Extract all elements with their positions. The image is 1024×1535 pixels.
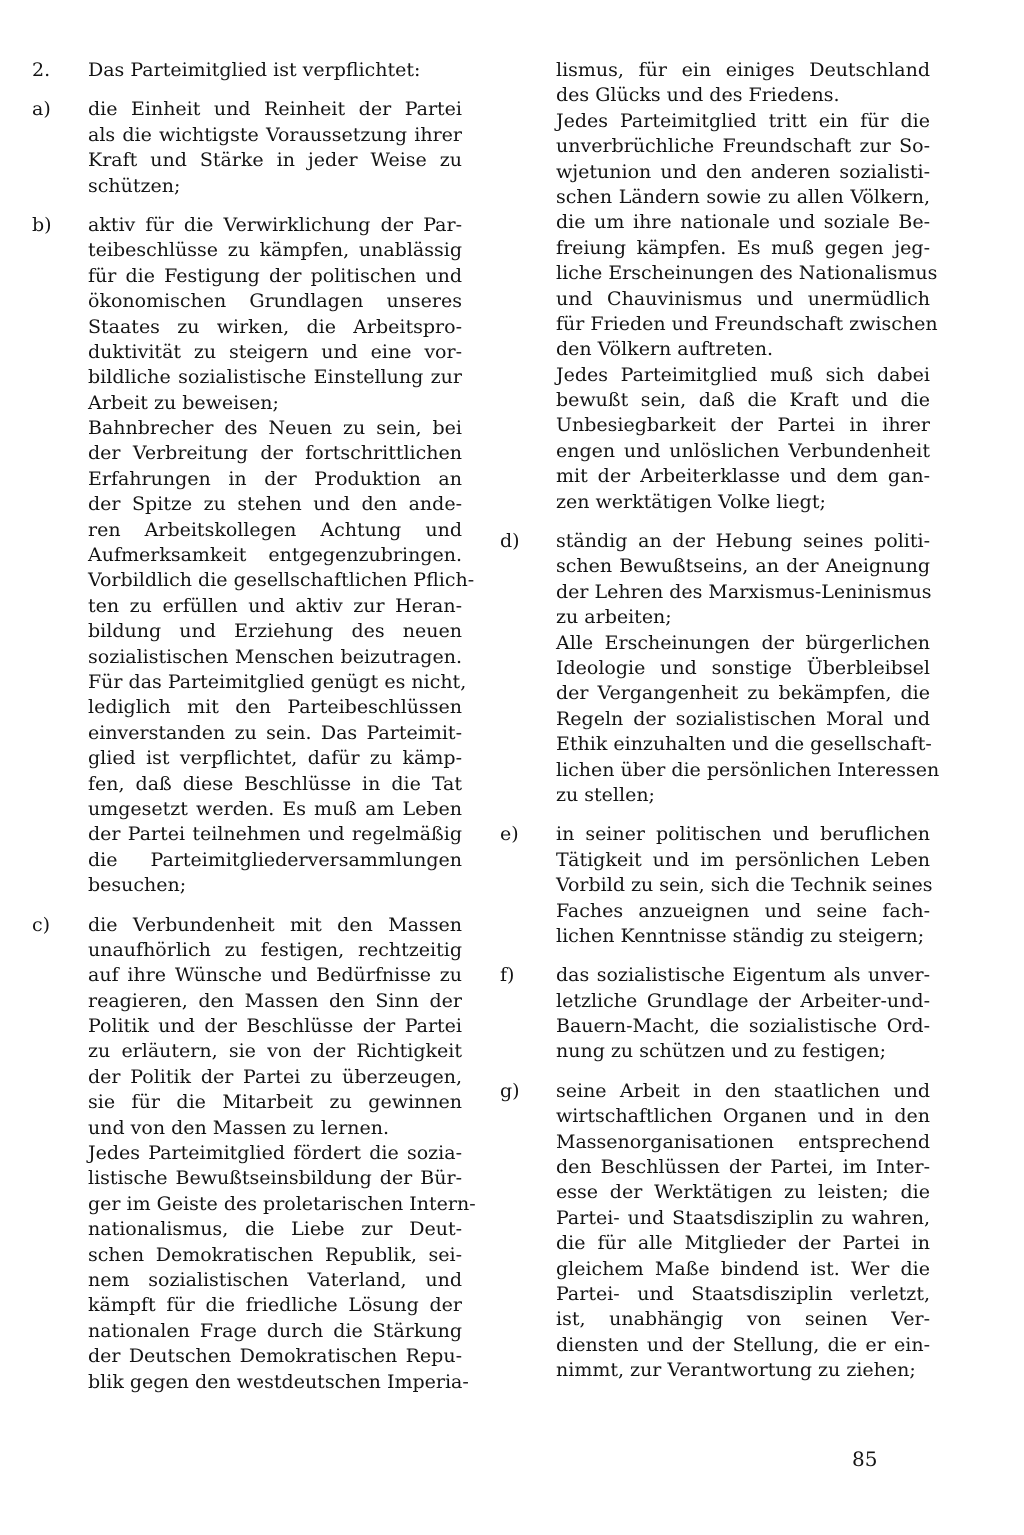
line-text: Regeln der sozialistischen Moral und bbox=[556, 707, 930, 730]
text-line bbox=[500, 554, 930, 579]
line-text: schen Ländern sowie zu allen Völkern, bbox=[556, 185, 930, 208]
line-text: den Beschlüssen der Partei, im Inter- bbox=[556, 1156, 930, 1179]
line-text: das sozialistische Eigentum als unver- bbox=[556, 964, 930, 987]
page-number: 85 bbox=[852, 1447, 878, 1471]
line-text: schützen; bbox=[88, 174, 181, 197]
line-text: für Frieden und Freundschaft zwischen bbox=[556, 312, 938, 335]
text-line bbox=[500, 134, 930, 159]
text-line bbox=[32, 416, 462, 441]
text-line bbox=[500, 439, 930, 464]
right-column bbox=[500, 58, 940, 1384]
line-text: ren Arbeitskollegen Achtung und bbox=[88, 518, 462, 541]
text-line bbox=[32, 1370, 469, 1395]
text-line bbox=[32, 1090, 462, 1115]
line-text: zu erläutern, sie von der Richtigkeit bbox=[88, 1040, 462, 1063]
text-line bbox=[32, 594, 462, 619]
text-line bbox=[500, 989, 930, 1014]
item-label: b) bbox=[32, 213, 52, 236]
line-text: unverbrüchliche Freundschaft zur So- bbox=[556, 135, 930, 158]
line-text: mit der Arbeiterklasse und dem gan- bbox=[556, 465, 930, 488]
text-line bbox=[32, 289, 462, 314]
line-text: ökonomischen Grundlagen unseres bbox=[88, 290, 462, 313]
line-text: Bahnbrecher des Neuen zu sein, bei bbox=[88, 417, 462, 440]
line-text: kämpft für die friedliche Lösung der bbox=[88, 1294, 462, 1317]
line-text: zu stellen; bbox=[556, 783, 655, 806]
line-text: des Glücks und des Friedens. bbox=[556, 84, 840, 107]
text-line bbox=[32, 797, 462, 822]
text-line bbox=[500, 631, 930, 656]
line-text: duktivität zu steigern und eine vor- bbox=[88, 340, 462, 363]
text-line bbox=[500, 1333, 930, 1358]
line-text: Aufmerksamkeit entgegenzubringen. bbox=[88, 544, 462, 567]
line-text: wirtschaftlichen Organen und in den bbox=[556, 1105, 930, 1128]
line-text: Staates zu wirken, die Arbeitspro- bbox=[88, 315, 462, 338]
line-text: für die Festigung der politischen und bbox=[88, 264, 462, 287]
text-line bbox=[32, 848, 462, 873]
text-line bbox=[500, 464, 930, 489]
text-line bbox=[32, 963, 462, 988]
text-line bbox=[32, 365, 462, 390]
text-line bbox=[32, 1192, 476, 1217]
text-line bbox=[32, 467, 462, 492]
line-text: esse der Werktätigen zu leisten; die bbox=[556, 1181, 930, 1204]
line-text: besuchen; bbox=[88, 874, 187, 897]
line-text: die für alle Mitglieder der Partei in bbox=[556, 1232, 930, 1255]
line-text: schen Bewußtseins, an der Aneignung bbox=[556, 555, 930, 578]
text-line bbox=[500, 822, 930, 847]
text-line bbox=[32, 123, 462, 148]
line-text: Unbesiegbarkeit der Partei in ihrer bbox=[556, 414, 930, 437]
line-text: diensten und der Stellung, die er ein- bbox=[556, 1333, 930, 1356]
item-label: f) bbox=[500, 964, 515, 987]
text-line bbox=[500, 1130, 930, 1155]
text-line bbox=[32, 670, 467, 695]
text-line bbox=[32, 1319, 462, 1344]
line-text: nimmt, zur Verantwortung zu ziehen; bbox=[556, 1359, 916, 1382]
line-text: nationalismus, die Liebe zur Deut- bbox=[88, 1218, 462, 1241]
text-line bbox=[32, 913, 462, 938]
line-text: Ethik einzuhalten und die gesellschaft- bbox=[556, 733, 932, 756]
text-line bbox=[32, 213, 462, 238]
line-text: ten zu erfüllen und aktiv zur Heran- bbox=[88, 594, 462, 617]
text-line bbox=[32, 315, 462, 340]
paragraph-gap bbox=[500, 808, 930, 822]
text-line bbox=[500, 413, 930, 438]
line-text: ständig an der Hebung seines politi- bbox=[556, 530, 930, 553]
text-line bbox=[500, 656, 930, 681]
text-line bbox=[32, 1116, 462, 1141]
text-line bbox=[500, 732, 930, 757]
text-line bbox=[500, 388, 930, 413]
line-text: Das Parteimitglied ist verpflichtet: bbox=[88, 59, 421, 81]
line-text: und Chauvinismus und unermüdlich bbox=[556, 287, 930, 310]
line-text: umgesetzt werden. Es muß am Leben bbox=[88, 797, 462, 820]
line-text: Tätigkeit und im persönlichen Leben bbox=[556, 848, 930, 871]
line-text: die um ihre nationale und soziale Be- bbox=[556, 211, 930, 234]
paragraph-gap bbox=[32, 199, 462, 213]
text-line bbox=[32, 264, 462, 289]
line-text: unaufhörlich zu festigen, rechtzeitig bbox=[88, 938, 462, 961]
line-text: der Vergangenheit zu bekämpfen, die bbox=[556, 682, 930, 705]
line-text: nationalen Frage durch die Stärkung bbox=[88, 1319, 462, 1342]
line-text: aktiv für die Verwirklichung der Par- bbox=[88, 213, 462, 236]
text-line bbox=[32, 772, 462, 797]
text-line bbox=[500, 236, 930, 261]
text-line bbox=[32, 1166, 462, 1191]
text-line bbox=[32, 1014, 462, 1039]
line-text: Erfahrungen in der Produktion an bbox=[88, 467, 462, 490]
line-text: Politik und der Beschlüsse der Partei bbox=[88, 1015, 462, 1038]
line-text: lichen Kenntnisse ständig zu steigern; bbox=[556, 924, 925, 947]
line-text: in seiner politischen und beruflichen bbox=[556, 823, 930, 846]
line-text: Jedes Parteimitglied fördert die sozia- bbox=[88, 1142, 462, 1165]
text-line bbox=[32, 746, 462, 771]
line-text: listische Bewußtseinsbildung der Bür- bbox=[88, 1167, 462, 1190]
text-line bbox=[32, 543, 462, 568]
text-line bbox=[32, 1065, 462, 1090]
text-line bbox=[500, 783, 930, 808]
line-text: und von den Massen zu lernen. bbox=[88, 1116, 390, 1139]
text-line bbox=[32, 1344, 462, 1369]
text-line bbox=[32, 822, 462, 847]
line-text: glied ist verpflichtet, dafür zu kämp- bbox=[88, 747, 462, 770]
paragraph-gap bbox=[32, 899, 462, 913]
text-line bbox=[500, 873, 933, 898]
line-text: Vorbild zu sein, sich die Technik seines bbox=[556, 874, 933, 897]
line-text: einverstanden zu sein. Das Parteimit- bbox=[88, 721, 462, 744]
line-text: der Lehren des Marxismus-Leninismus bbox=[556, 580, 932, 603]
line-text: die Parteimitgliederversammlungen bbox=[88, 848, 462, 871]
text-line bbox=[32, 1039, 462, 1064]
line-text: Arbeit zu beweisen; bbox=[88, 391, 279, 414]
line-text: Alle Erscheinungen der bürgerlichen bbox=[556, 631, 930, 654]
item-label: a) bbox=[32, 98, 51, 121]
line-text: bildliche sozialistische Einstellung zur bbox=[88, 366, 462, 389]
text-line bbox=[500, 1358, 930, 1383]
line-text: Massenorganisationen entsprechend bbox=[556, 1130, 930, 1153]
line-text: lichen über die persönlichen Interessen bbox=[556, 758, 940, 781]
text-line bbox=[32, 1243, 462, 1268]
line-text: die Einheit und Reinheit der Partei bbox=[88, 98, 462, 121]
text-line bbox=[32, 340, 462, 365]
text-line bbox=[500, 758, 940, 783]
text-line bbox=[500, 707, 930, 732]
line-text: Partei- und Staatsdisziplin verletzt, bbox=[556, 1282, 930, 1305]
line-text: ist, unabhängig von seinen Ver- bbox=[556, 1308, 930, 1331]
text-line bbox=[500, 1039, 930, 1064]
text-line bbox=[32, 938, 462, 963]
line-text: der Politik der Partei zu überzeugen, bbox=[88, 1065, 462, 1088]
text-line bbox=[500, 848, 930, 873]
text-line bbox=[500, 963, 930, 988]
line-text: Jedes Parteimitglied muß sich dabei bbox=[556, 363, 930, 386]
text-line bbox=[500, 1307, 930, 1332]
text-line bbox=[32, 1217, 462, 1242]
text-line bbox=[500, 58, 930, 83]
text-line bbox=[500, 83, 930, 108]
text-line bbox=[32, 568, 475, 593]
line-text: zu arbeiten; bbox=[556, 606, 672, 629]
text-line bbox=[500, 363, 930, 388]
paragraph-gap bbox=[32, 83, 462, 97]
text-line bbox=[500, 1180, 930, 1205]
line-text: Ideologie und sonstige Überbleibsel bbox=[556, 656, 930, 679]
line-text: der Partei teilnehmen und regelmäßig bbox=[88, 823, 462, 846]
paragraph-gap bbox=[500, 1065, 930, 1079]
text-line bbox=[32, 873, 462, 898]
item-label: d) bbox=[500, 530, 520, 553]
line-text: blik gegen den westdeutschen Imperia- bbox=[88, 1370, 469, 1393]
text-line bbox=[32, 645, 462, 670]
text-line bbox=[500, 924, 930, 949]
text-line bbox=[500, 1257, 930, 1282]
line-text: die Verbundenheit mit den Massen bbox=[88, 913, 462, 936]
text-line bbox=[500, 681, 930, 706]
text-line bbox=[500, 160, 930, 185]
line-text: der Verbreitung der fortschrittlichen bbox=[88, 442, 462, 465]
line-text: nem sozialistischen Vaterland, und bbox=[88, 1268, 462, 1291]
line-text: als die wichtigste Voraussetzung ihrer bbox=[88, 123, 462, 146]
line-text: zen werktätigen Volke liegt; bbox=[556, 490, 826, 513]
line-text: bildung und Erziehung des neuen bbox=[88, 620, 462, 643]
text-line bbox=[32, 492, 462, 517]
text-line bbox=[32, 391, 462, 416]
line-text: der Spitze zu stehen und den ande- bbox=[88, 493, 462, 516]
line-text: Faches anzueignen und seine fach- bbox=[556, 899, 930, 922]
text-line bbox=[500, 605, 930, 630]
text-line bbox=[500, 1079, 930, 1104]
text-line bbox=[500, 312, 938, 337]
line-text: der Deutschen Demokratischen Repu- bbox=[88, 1345, 462, 1368]
text-line bbox=[32, 174, 462, 199]
text-line bbox=[500, 1206, 930, 1231]
text-line bbox=[32, 695, 462, 720]
line-text: bewußt sein, daß die Kraft und die bbox=[556, 389, 930, 412]
text-line bbox=[32, 148, 462, 173]
text-line bbox=[500, 899, 930, 924]
line-text: Kraft und Stärke in jeder Weise zu bbox=[88, 149, 462, 172]
text-line bbox=[32, 1141, 462, 1166]
line-text: engen und unlöslichen Verbundenheit bbox=[556, 439, 930, 462]
line-text: schen Demokratischen Republik, sei- bbox=[88, 1243, 462, 1266]
line-text: auf ihre Wünsche und Bedürfnisse zu bbox=[88, 964, 462, 987]
paragraph-gap bbox=[500, 949, 930, 963]
line-text: reagieren, den Massen den Sinn der bbox=[88, 989, 462, 1012]
line-text: lismus, für ein einiges Deutschland bbox=[556, 59, 930, 81]
text-line bbox=[500, 210, 930, 235]
text-line bbox=[500, 490, 930, 515]
item-label: g) bbox=[500, 1079, 520, 1102]
text-line bbox=[500, 1282, 930, 1307]
line-text: ger im Geiste des proletarischen Intern- bbox=[88, 1192, 476, 1215]
line-text: liche Erscheinungen des Nationalismus bbox=[556, 262, 938, 285]
text-line bbox=[500, 109, 930, 134]
text-line bbox=[500, 580, 930, 605]
text-line bbox=[500, 1014, 930, 1039]
text-line bbox=[32, 518, 462, 543]
line-text: fen, daß diese Beschlüsse in die Tat bbox=[88, 772, 462, 795]
line-text: nung zu schützen und zu festigen; bbox=[556, 1040, 886, 1063]
text-line bbox=[32, 1293, 462, 1318]
line-text: den Völkern auftreten. bbox=[556, 338, 774, 361]
text-line bbox=[32, 58, 462, 83]
line-text: teibeschlüsse zu kämpfen, unablässig bbox=[88, 239, 462, 262]
item-label: e) bbox=[500, 823, 519, 846]
paragraph-gap bbox=[500, 515, 930, 529]
line-text: sie für die Mitarbeit zu gewinnen bbox=[88, 1091, 462, 1114]
text-line bbox=[500, 337, 930, 362]
line-text: Partei- und Staatsdisziplin zu wahren, bbox=[556, 1206, 930, 1229]
line-text: freiung kämpfen. Es muß gegen jeg- bbox=[556, 236, 930, 259]
text-line bbox=[500, 287, 930, 312]
line-text: lediglich mit den Parteibeschlüssen bbox=[88, 696, 462, 719]
text-line bbox=[32, 238, 462, 263]
line-text: sozialistischen Menschen beizutragen. bbox=[88, 645, 462, 668]
text-line bbox=[500, 1155, 930, 1180]
text-line bbox=[500, 185, 930, 210]
line-text: gleichem Maße bindend ist. Wer die bbox=[556, 1257, 930, 1280]
item-label: 2. bbox=[32, 59, 51, 81]
item-label: c) bbox=[32, 913, 51, 936]
text-line bbox=[32, 97, 462, 122]
left-column bbox=[32, 58, 476, 1395]
text-line bbox=[32, 721, 462, 746]
line-text: Bauern-Macht, die sozialistische Ord- bbox=[556, 1015, 930, 1038]
line-text: Jedes Parteimitglied tritt ein für die bbox=[556, 109, 930, 132]
text-line bbox=[32, 619, 462, 644]
text-line bbox=[32, 989, 462, 1014]
line-text: Vorbildlich die gesellschaftlichen Pflich- bbox=[88, 569, 475, 592]
line-text: seine Arbeit in den staatlichen und bbox=[556, 1079, 930, 1102]
line-text: Für das Parteimitglied genügt es nicht, bbox=[88, 670, 467, 693]
text-line bbox=[500, 529, 930, 554]
line-text: wjetunion und den anderen sozialisti- bbox=[556, 160, 930, 183]
text-line bbox=[500, 1104, 930, 1129]
line-text: letzliche Grundlage der Arbeiter-und- bbox=[556, 989, 930, 1012]
text-line bbox=[32, 1268, 462, 1293]
text-line bbox=[500, 261, 938, 286]
text-line bbox=[32, 441, 462, 466]
text-line bbox=[500, 1231, 930, 1256]
